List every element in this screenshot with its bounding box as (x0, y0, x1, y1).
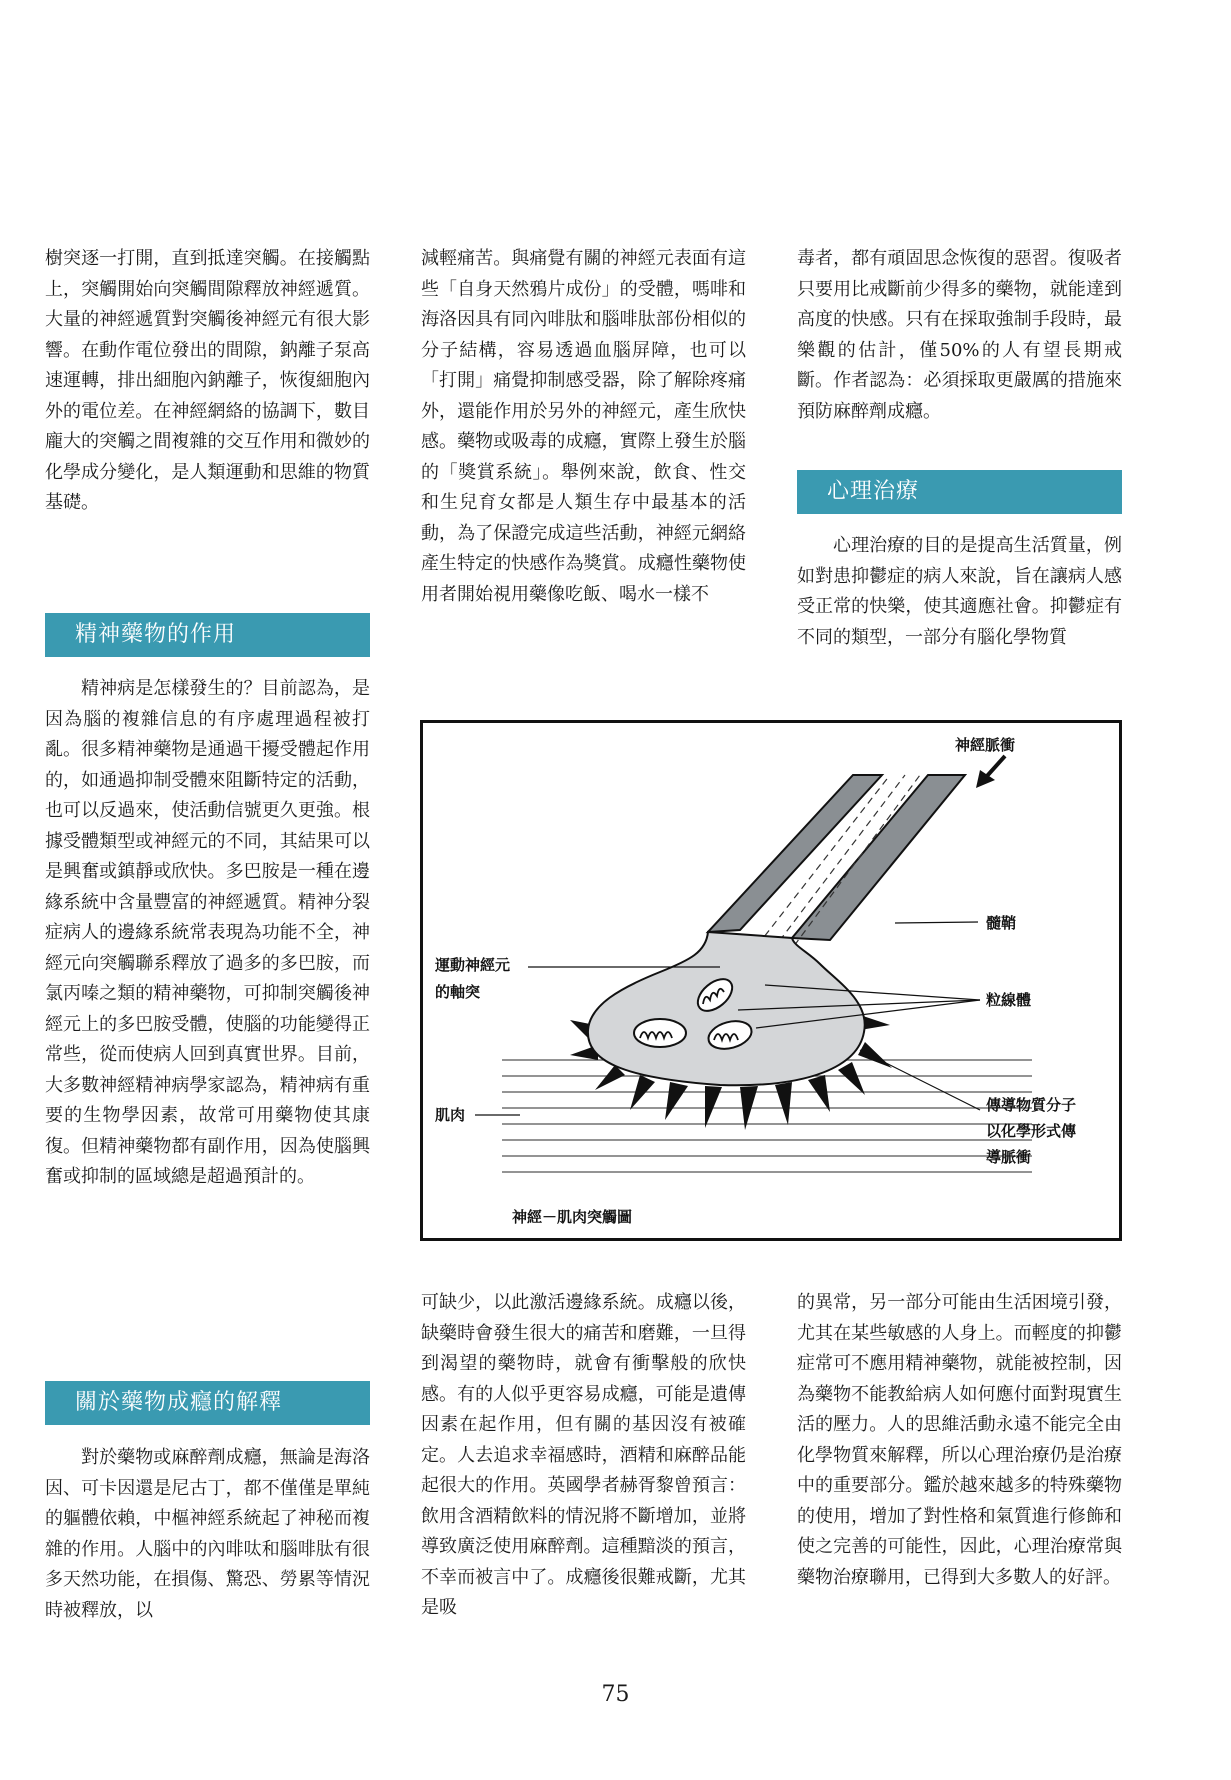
column-2-bottom (421, 1288, 746, 1624)
column-1-top (45, 244, 370, 519)
paragraph: 減輕痛苦。與痛覺有關的神經元表面有這些「自身天然鴉片成份」的受體，嗎啡和海洛因具有同內啡肽和腦啡肽部份相似的分子結構，容易透過血腦屏障，也可以「打開」痛覺抑制感受器，除了解除疼痛外，還能作用於另外的神經元，產生欣快感。藥物或吸毒的成癮，實際上發生於腦的「獎賞系統」。舉例來說，飲食、性交和生兒育女都是人類生存中最基本的活動，為了保證完成這些活動，神經元網絡產生特定的快感作為獎賞。成癮性藥物使用者開始視用藥像吃飯、喝水一樣不 (421, 248, 746, 605)
section-heading-psychotherapy: 心理治療 (797, 470, 1122, 514)
column-3-middle (797, 531, 1122, 653)
label-mitochondria: 粒線體 (986, 991, 1032, 1009)
paragraph: 可缺少，以此激活邊緣系統。成癮以後，缺藥時會發生很大的痛苦和磨難，一旦得到渴望的藥物時，就會有衝擊般的欣快感。有的人似乎更容易成癮，可能是遺傳因素在起作用，但有關的基因沒有被確定。人去追求幸福感時，酒精和麻醉品能起很大的作用。英國學者赫胥黎曾預言：飲用含酒精飲料的情況將不斷增加，並將導致廣泛使用麻醉劑。這種黯淡的預言，不幸而被言中了。成癮後很難戒斷，尤其是吸 (421, 1292, 746, 1618)
paragraph: 心理治療的目的是提高生活質量，例如對患抑鬱症的病人來說，旨在讓病人感受正常的快樂，使其適應社會。抑鬱症有不同的類型，一部分有腦化學物質 (797, 535, 1122, 648)
diagram-caption: 神經－肌肉突觸圖 (512, 1208, 633, 1226)
label-transmitter-3: 導脈衝 (986, 1148, 1032, 1166)
paragraph: 樹突逐一打開，直到抵達突觸。在接觸點上，突觸開始向突觸間隙釋放神經遞質。大量的神經遞質對突觸後神經元有很大影響。在動作電位發出的間隙，鈉離子泵高速運轉，排出細胞內鈉離子，恢復細胞內外的電位差。在神經網絡的協調下，數目龐大的突觸之間複雜的交互作用和微妙的化學成分變化，是人類運動和思維的物質基礎。 (45, 248, 370, 513)
label-muscle: 肌肉 (435, 1106, 466, 1124)
label-myelin: 髓鞘 (986, 914, 1017, 932)
section-heading-addiction: 關於藥物成癮的解釋 (45, 1381, 370, 1425)
label-transmitter-2: 以化學形式傳 (986, 1122, 1077, 1140)
mitochondrion (634, 1019, 686, 1047)
label-axon: 的軸突 (435, 983, 481, 1001)
paragraph: 對於藥物或麻醉劑成癮，無論是海洛因、可卡因還是尼古丁，都不僅僅是單純的軀體依賴，中樞神經系統起了神秘而複雜的作用。人腦中的內啡呔和腦啡肽有很多天然功能，在損傷、驚恐、勞累等情況時被釋放，以 (45, 1447, 370, 1621)
paragraph: 精神病是怎樣發生的？目前認為，是因為腦的複雜信息的有序處理過程被打亂。很多精神藥物是通過干擾受體起作用的，如通過抑制受體來阻斷特定的活動，也可以反過來，使活動信號更久更強。根據受體類型或神經元的不同，其結果可以是興奮或鎮靜或欣快。多巴胺是一種在邊緣系統中含量豐富的神經遞質。精神分裂症病人的邊緣系統常表現為功能不全，神經元向突觸聯系釋放了過多的多巴胺，而氯丙嗪之類的精神藥物，可抑制突觸後神經元上的多巴胺受體，使腦的功能變得正常些，從而使病人回到真實世界。目前，大多數神經精神病學家認為，精神病有重要的生物學因素，故常可用藥物使其康復。但精神藥物都有副作用，因為使腦興奮或抑制的區域總是超過預計的。 (45, 678, 370, 1187)
paragraph: 毒者，都有頑固思念恢復的惡習。復吸者只要用比戒斷前少得多的藥物，就能達到高度的快感。只有在採取強制手段時，最樂觀的估計，僅50%的人有望長期戒斷。作者認為：必須採取更嚴厲的措施來預防麻醉劑成癮。 (797, 248, 1122, 422)
section-heading-psychoactive-drugs: 精神藥物的作用 (45, 613, 370, 657)
page-number: 75 (601, 1682, 630, 1707)
column-2-top (421, 244, 746, 610)
label-nerve-impulse: 神經脈衝 (955, 736, 1016, 754)
column-3-bottom (797, 1288, 1122, 1593)
label-transmitter-1: 傳導物質分子 (986, 1096, 1077, 1114)
column-1-bottom (45, 1443, 370, 1626)
column-3-top (797, 244, 1122, 427)
paragraph: 的異常，另一部分可能由生活困境引發，尤其在某些敏感的人身上。而輕度的抑鬱症常可不應用精神藥物，就能被控制，因為藥物不能教給病人如何應付面對現實生活的壓力。人的思維活動永遠不能完全由化學物質來解釋，所以心理治療仍是治療中的重要部分。鑑於越來越多的特殊藥物的使用，增加了對性格和氣質進行修飾和使之完善的可能性，因此，心理治療常與藥物治療聯用，已得到大多數人的好評。 (797, 1292, 1122, 1588)
neuromuscular-junction-diagram (420, 720, 1122, 1241)
column-1-middle (45, 674, 370, 1193)
label-motor-neuron: 運動神經元 (435, 956, 511, 974)
